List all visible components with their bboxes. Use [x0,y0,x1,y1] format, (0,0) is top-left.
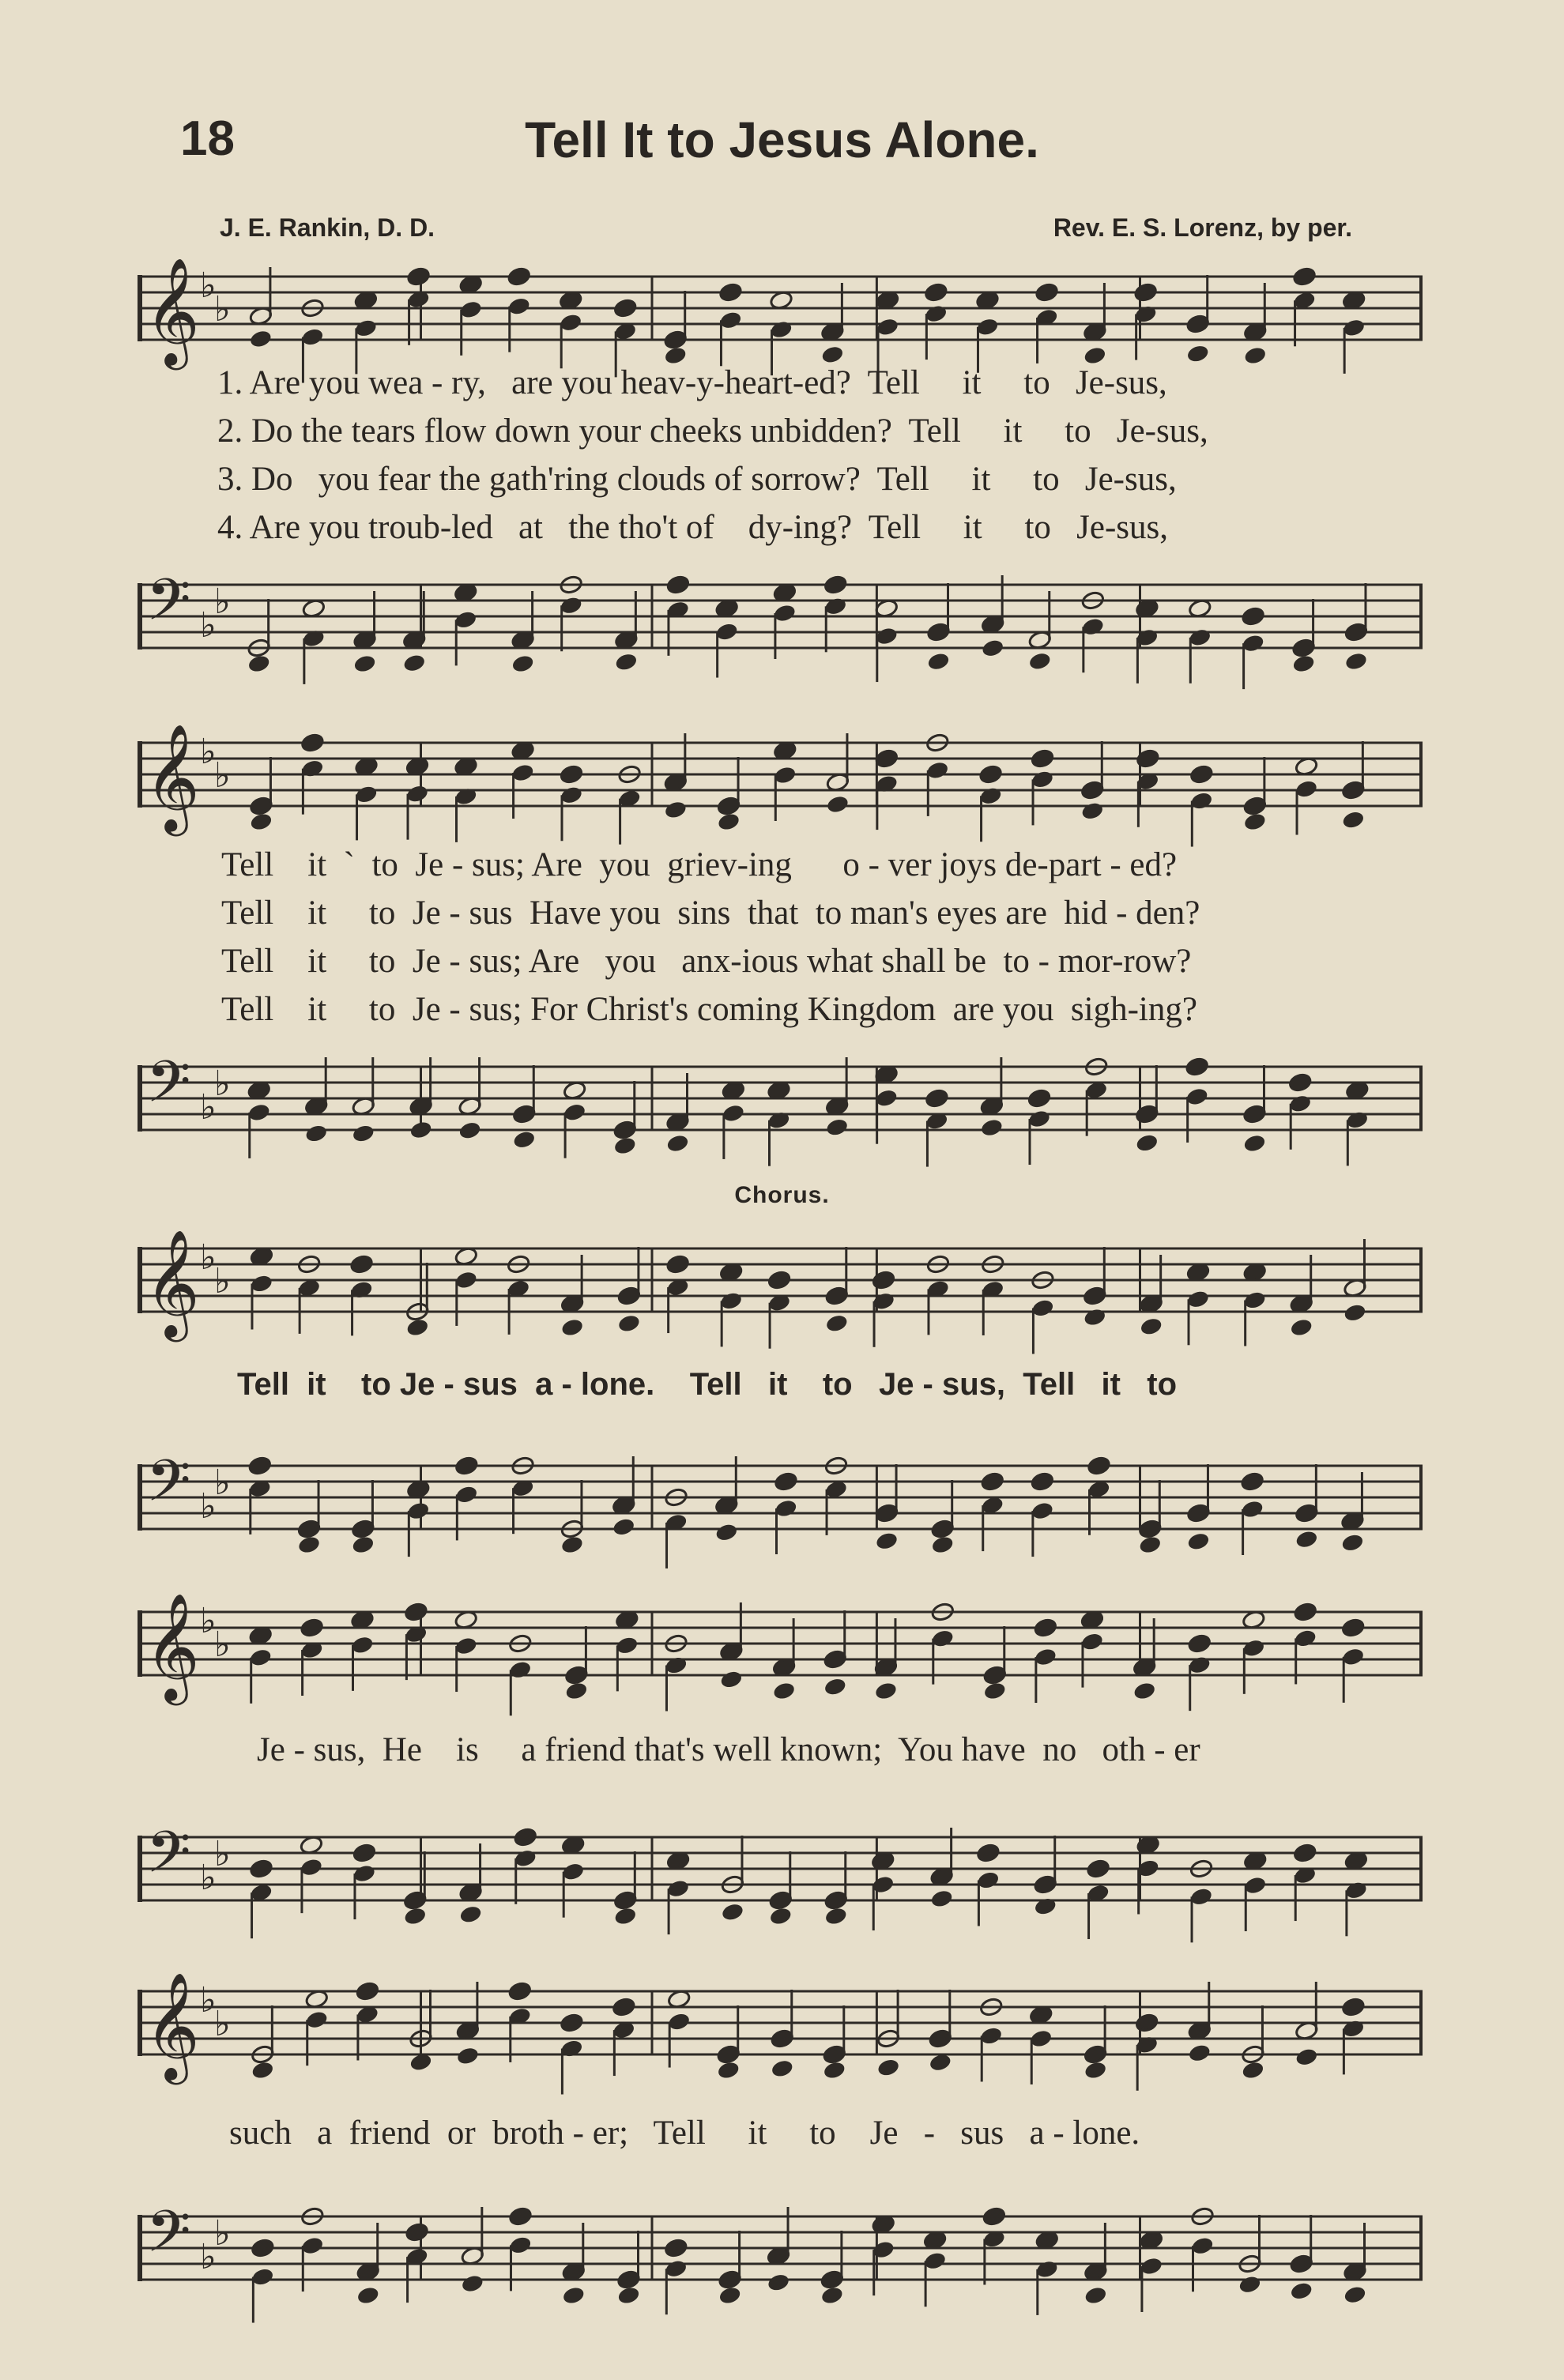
notehead [249,812,273,832]
notehead [718,2285,742,2306]
treble-clef: 𝄞 [145,1971,200,2080]
notehead [767,2273,791,2293]
notehead [300,732,325,753]
notehead [1241,606,1265,627]
lyricist-credit: J. E. Rankin, D. D. [220,213,435,242]
flat-sign: ♭ [200,1601,217,1641]
notehead [1295,1529,1319,1550]
flat-sign: ♭ [200,265,217,306]
flat-sign: ♭ [200,732,217,772]
notehead [925,1088,949,1109]
notehead [1087,1455,1111,1476]
lyric-chorus-line-3: such a friend or broth - er; Tell it to Je - sus a - lone. [229,2115,1140,2152]
notehead [1080,800,1105,821]
notehead [613,1906,638,1926]
notehead [1132,1681,1157,1701]
notehead [1035,282,1059,303]
notehead [508,2206,533,2227]
notehead [409,1120,433,1140]
notehead [825,1313,850,1334]
notehead [405,1317,430,1338]
music-system-3 [138,1228,1423,1565]
notehead [825,1117,850,1138]
notehead [1241,2060,1265,2081]
notehead [774,1471,798,1492]
notehead [665,1133,690,1154]
notehead [352,1843,377,1863]
notehead [826,794,850,815]
flat-sign: ♭ [214,1834,231,1874]
notehead [875,748,899,769]
notehead [616,2285,641,2306]
notehead [1135,1133,1159,1154]
notehead [719,1670,744,1690]
notehead [351,1535,375,1555]
notehead [612,1997,636,2017]
notehead [1139,1316,1163,1337]
notehead [461,2273,485,2294]
notehead [823,1677,847,1697]
notehead [820,345,845,365]
notehead [666,574,691,595]
notehead [929,1889,954,1909]
notehead [356,1981,380,2002]
notehead [249,1858,273,1879]
bass-staff [138,2197,1423,2295]
bass-staff [138,1447,1423,1545]
notehead [1186,1531,1211,1552]
notehead [247,653,271,674]
bass-clef: 𝄢 [146,1447,191,1528]
treble-clef: 𝄞 [145,722,200,831]
treble-clef: 𝄞 [145,256,200,365]
notehead [767,1270,792,1290]
treble-staff [138,256,1423,365]
notehead [823,574,848,595]
notehead [405,2222,429,2243]
treble-staff [138,1591,1423,1700]
notehead [1341,1997,1366,2017]
notehead [297,1535,322,1555]
notehead [406,266,431,287]
hymn-title: Tell It to Jesus Alone. [525,111,1039,168]
notehead [982,1681,1007,1701]
notehead [930,1535,955,1555]
notehead [875,1531,899,1551]
notehead [304,1124,329,1144]
flat-sign: ♭ [200,605,217,646]
notehead [1344,651,1369,672]
bass-clef: 𝄢 [146,566,191,647]
notehead [560,764,584,785]
notehead [768,1906,793,1926]
treble-clef: 𝄞 [145,1591,200,1700]
notehead [976,1843,1001,1863]
flat-sign: ♭ [200,2237,217,2277]
notehead [1243,345,1268,366]
notehead [564,1681,589,1701]
notehead [1341,1617,1366,1638]
notehead [823,1906,848,1926]
lyric-chorus-line-2: Je - sus, He is a friend that's well known; You have no oth - er [257,1731,1200,1768]
notehead [874,1681,899,1701]
music-system-5 [138,1971,1423,2307]
notehead [352,653,377,674]
notehead [1185,1056,1209,1077]
notehead [356,2285,380,2306]
notehead [612,1517,636,1538]
lyric-verse-1: 1. Are you wea - ry, are you heav-y-heart-ed? Tell it to Je-sus, [217,364,1167,401]
notehead [1187,1633,1212,1654]
notehead [513,1827,537,1847]
notehead [1293,1602,1317,1622]
notehead [612,1135,637,1156]
notehead [981,638,1005,658]
treble-staff [138,1228,1423,1337]
bass-staff [138,566,1423,664]
flat-sign: ♭ [200,1858,217,1898]
notehead [508,1981,533,2002]
flat-sign: ♭ [200,1486,217,1527]
notehead [458,1904,483,1925]
notehead [560,1535,585,1555]
notehead [664,2238,688,2258]
page-number: 18 [180,111,235,166]
notehead [454,1455,479,1476]
bass-clef: 𝄢 [146,2197,191,2279]
notehead [456,2046,481,2066]
notehead [716,2060,741,2081]
treble-staff [138,722,1423,831]
notehead [511,653,535,674]
chorus-label: Chorus. [734,1182,830,1208]
notehead [617,1313,642,1334]
notehead [820,2285,845,2306]
composer-credit: Rev. E. S. Lorenz, by per. [1053,213,1352,242]
notehead [1185,344,1210,364]
flat-sign: ♭ [200,1087,217,1128]
notehead [1289,1317,1313,1338]
bass-clef: 𝄢 [146,1048,191,1129]
notehead [1343,1302,1367,1323]
notehead [926,651,951,672]
notehead [924,282,948,303]
notehead [980,1117,1004,1138]
flat-sign: ♭ [214,289,231,330]
notehead [1292,266,1317,287]
notehead [978,764,1003,785]
flat-sign: ♭ [214,582,231,622]
notehead [717,812,741,832]
notehead [560,2013,584,2033]
flat-sign: ♭ [200,1237,217,1278]
lyric-verse-4: 4. Are you troub-led at the tho't of dy-ing? Tell it to Je-sus, [217,509,1168,546]
notehead [1341,810,1366,830]
notehead [1242,1133,1267,1154]
notehead [1243,812,1268,832]
notehead [980,1471,1004,1492]
flat-sign: ♭ [214,1463,231,1503]
notehead [403,1906,428,1926]
bass-clef: 𝄢 [146,1818,191,1900]
lyric-verse-2: Tell it to Je - sus Have you sins that to man's eyes are hid - den? [221,894,1200,932]
notehead [718,282,743,303]
notehead [714,1522,739,1542]
notehead [613,298,638,318]
notehead [1291,653,1316,674]
bass-staff [138,1818,1423,1916]
notehead [512,1129,537,1150]
notehead [770,2058,794,2079]
notehead [1083,2285,1108,2306]
notehead [1083,2060,1108,2081]
music-system-1 [138,256,1423,672]
notehead [876,2058,901,2078]
notehead [402,653,427,673]
lyric-chorus-line-1: Tell it to Je - sus a - lone. Tell it to Je - sus, Tell it to [237,1367,1178,1402]
notehead [561,2285,586,2306]
notehead [1187,2043,1212,2063]
notehead [1288,1072,1313,1093]
treble-staff [138,1971,1423,2080]
notehead [614,652,639,672]
notehead [1031,1471,1055,1492]
notehead [982,2206,1007,2227]
notehead [248,1455,273,1476]
notehead [351,1124,375,1144]
notehead [1238,2274,1262,2295]
flat-sign: ♭ [214,2004,231,2044]
notehead [507,266,531,287]
notehead [1135,2013,1159,2033]
flat-sign: ♭ [214,1064,231,1104]
notehead [1133,282,1158,303]
lyric-verse-3: Tell it to Je - sus; Are you anx-ious what shall be to - mor-row? [221,943,1192,980]
notehead [664,800,688,820]
notehead [1293,1843,1317,1863]
notehead [560,1317,585,1338]
notehead [1086,1858,1110,1879]
lyric-verse-2: 2. Do the tears flow down your cheeks unbidden? Tell it to Je-sus, [217,412,1208,450]
notehead [872,1270,896,1290]
notehead [1027,1088,1052,1109]
flat-sign: ♭ [214,755,231,796]
notehead [251,2238,275,2258]
notehead [772,1681,797,1701]
music-system-4 [138,1591,1423,1928]
lyric-verse-4: Tell it to Je - sus; For Christ's coming Kingdom are you sigh-ing? [221,991,1197,1028]
notehead [1240,1471,1264,1492]
notehead [822,2060,846,2081]
notehead [249,329,273,349]
treble-clef: 𝄞 [145,1228,200,1337]
notehead [1027,651,1052,672]
notehead [1343,2284,1367,2305]
notehead [1034,1617,1058,1638]
lyric-verse-3: 3. Do you fear the gath'ring clouds of sorrow? Tell it to Je-sus, [217,461,1177,498]
lyric-verse-1: Tell it ` to Je - sus; Are you griev-ing o - ver joys de-part - ed? [221,846,1178,883]
notehead [665,1254,690,1275]
notehead [721,1902,745,1922]
notehead [1083,1307,1107,1327]
music-system-2 [138,722,1423,1138]
notehead [251,2060,275,2081]
flat-sign: ♭ [214,1261,231,1301]
notehead [1138,1535,1163,1555]
flat-sign: ♭ [214,1625,231,1665]
notehead [404,1602,428,1622]
notehead [349,1254,374,1275]
flat-sign: ♭ [214,2213,231,2254]
notehead [1295,2047,1319,2067]
notehead [300,1617,324,1638]
notehead [1289,2280,1313,2301]
notehead [1031,748,1055,769]
bass-staff [138,1048,1423,1146]
notehead [1340,1532,1365,1553]
notehead [1189,764,1214,785]
flat-sign: ♭ [200,1980,217,2020]
notehead [458,1120,482,1141]
